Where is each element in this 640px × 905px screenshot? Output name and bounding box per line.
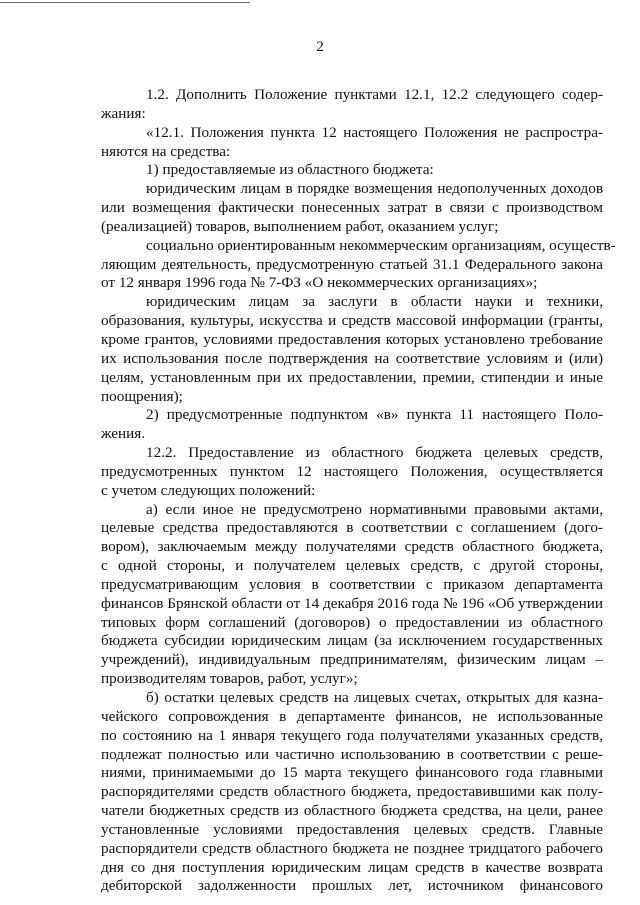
text-line: предусматривающим условия в соответствии с приказом департамента bbox=[101, 575, 603, 593]
text-line: чатели бюджетных средств из областного бюджета средства, на цели, ранее bbox=[101, 802, 603, 820]
text-line: 1) предоставляемые из областного бюджета: bbox=[146, 161, 434, 179]
text-line: чейского сопровождения в департаменте финансов, не использованные bbox=[101, 707, 603, 725]
text-line: типовых форм соглашений (договоров) о предоставлении из областного bbox=[101, 613, 603, 631]
text-line: производителям товаров, работ, услуг»; bbox=[101, 670, 358, 688]
text-line: дня со дня поступления юридическим лицам средств в качестве возврата bbox=[101, 858, 603, 876]
text-line: жания: bbox=[101, 104, 146, 122]
text-line: юридическим лицам в порядке возмещения недополученных доходов bbox=[146, 180, 603, 198]
text-line: 12.2. Предоставление из областного бюджета целевых средств, bbox=[146, 444, 603, 462]
text-line: жения. bbox=[101, 425, 146, 443]
text-line: предусмотренных пунктом 12 настоящего Положения, осуществляется bbox=[101, 462, 603, 480]
text-line: 2) предусмотренные подпунктом «в» пункта 11 настоящего Поло- bbox=[146, 406, 603, 424]
text-line: финансов Брянской области от 14 декабря 2016 года № 196 «Об утверждении bbox=[101, 594, 603, 612]
text-line: социально ориентированным некоммерческим организациям, осуществ- bbox=[146, 236, 616, 254]
text-line: дебиторской задолженности прошлых лет, источником финансового bbox=[101, 877, 603, 895]
text-line: ляющим деятельность, предусмотренную статьей 31.1 Федерального закона bbox=[101, 255, 603, 273]
document-body bbox=[101, 86, 616, 896]
text-line: кроме грантов, условиями предоставления которых установлено требование bbox=[101, 330, 603, 348]
text-line: целям, установленным при их предоставлении, премии, стипендии и иные bbox=[101, 368, 603, 386]
text-line: распорядители средств областного бюджета не позднее тридцатого рабочего bbox=[101, 839, 603, 857]
text-line: от 12 января 1996 года № 7-ФЗ «О некоммерческих организациях»; bbox=[101, 274, 538, 292]
text-line: с одной стороны, и получателем целевых средств, с другой стороны, bbox=[101, 557, 603, 575]
text-line: по состоянию на 1 января текущего года получателями указанных средств, bbox=[101, 726, 603, 744]
text-line: установленные условиями предоставления целевых средств. Главные bbox=[101, 820, 603, 838]
text-line: бюджета субсидии юридическим лицам (за исключением государственных bbox=[101, 632, 603, 650]
text-line: ниями, принимаемыми до 15 марта текущего финансового года главными bbox=[101, 764, 603, 782]
top-scan-line bbox=[0, 2, 250, 3]
text-line: распорядителями средств областного бюджета, предоставившими как полу- bbox=[101, 783, 603, 801]
text-line: целевые средства предоставляются в соответствии с соглашением (дого- bbox=[101, 519, 603, 537]
text-line: юридическим лицам за заслуги в области науки и техники, bbox=[146, 293, 603, 311]
text-line: с учетом следующих положений: bbox=[101, 481, 316, 499]
text-line: а) если иное не предусмотрено нормативными правовыми актами, bbox=[146, 500, 603, 518]
page-number: 2 bbox=[316, 39, 324, 55]
text-line: вором), заключаемым между получателями средств областного бюджета, bbox=[101, 538, 603, 556]
text-line: б) остатки целевых средств на лицевых счетах, открытых для казна- bbox=[146, 689, 603, 706]
text-line: (реализацией) товаров, выполнением работ, оказанием услуг; bbox=[101, 217, 499, 235]
text-line: учреждений), индивидуальным предпринимателям, физическим лицам – bbox=[101, 651, 603, 669]
text-line: образования, культуры, искусства и средств массовой информации (гранты, bbox=[101, 312, 603, 330]
text-line: подлежат полностью или частично использованию в соответствии с реше- bbox=[101, 745, 603, 763]
text-line: 1.2. Дополнить Положение пунктами 12.1, 12.2 следующего содер- bbox=[146, 86, 603, 103]
text-line: «12.1. Положения пункта 12 настоящего Положения не распростра- bbox=[146, 123, 603, 141]
text-line: или возмещения фактически понесенных затрат в связи с производством bbox=[101, 199, 603, 217]
text-line: няются на средства: bbox=[101, 142, 231, 160]
text-line: поощрения); bbox=[101, 387, 183, 405]
text-line: их использования после подтверждения на соответствие условиям и (или) bbox=[101, 349, 603, 367]
